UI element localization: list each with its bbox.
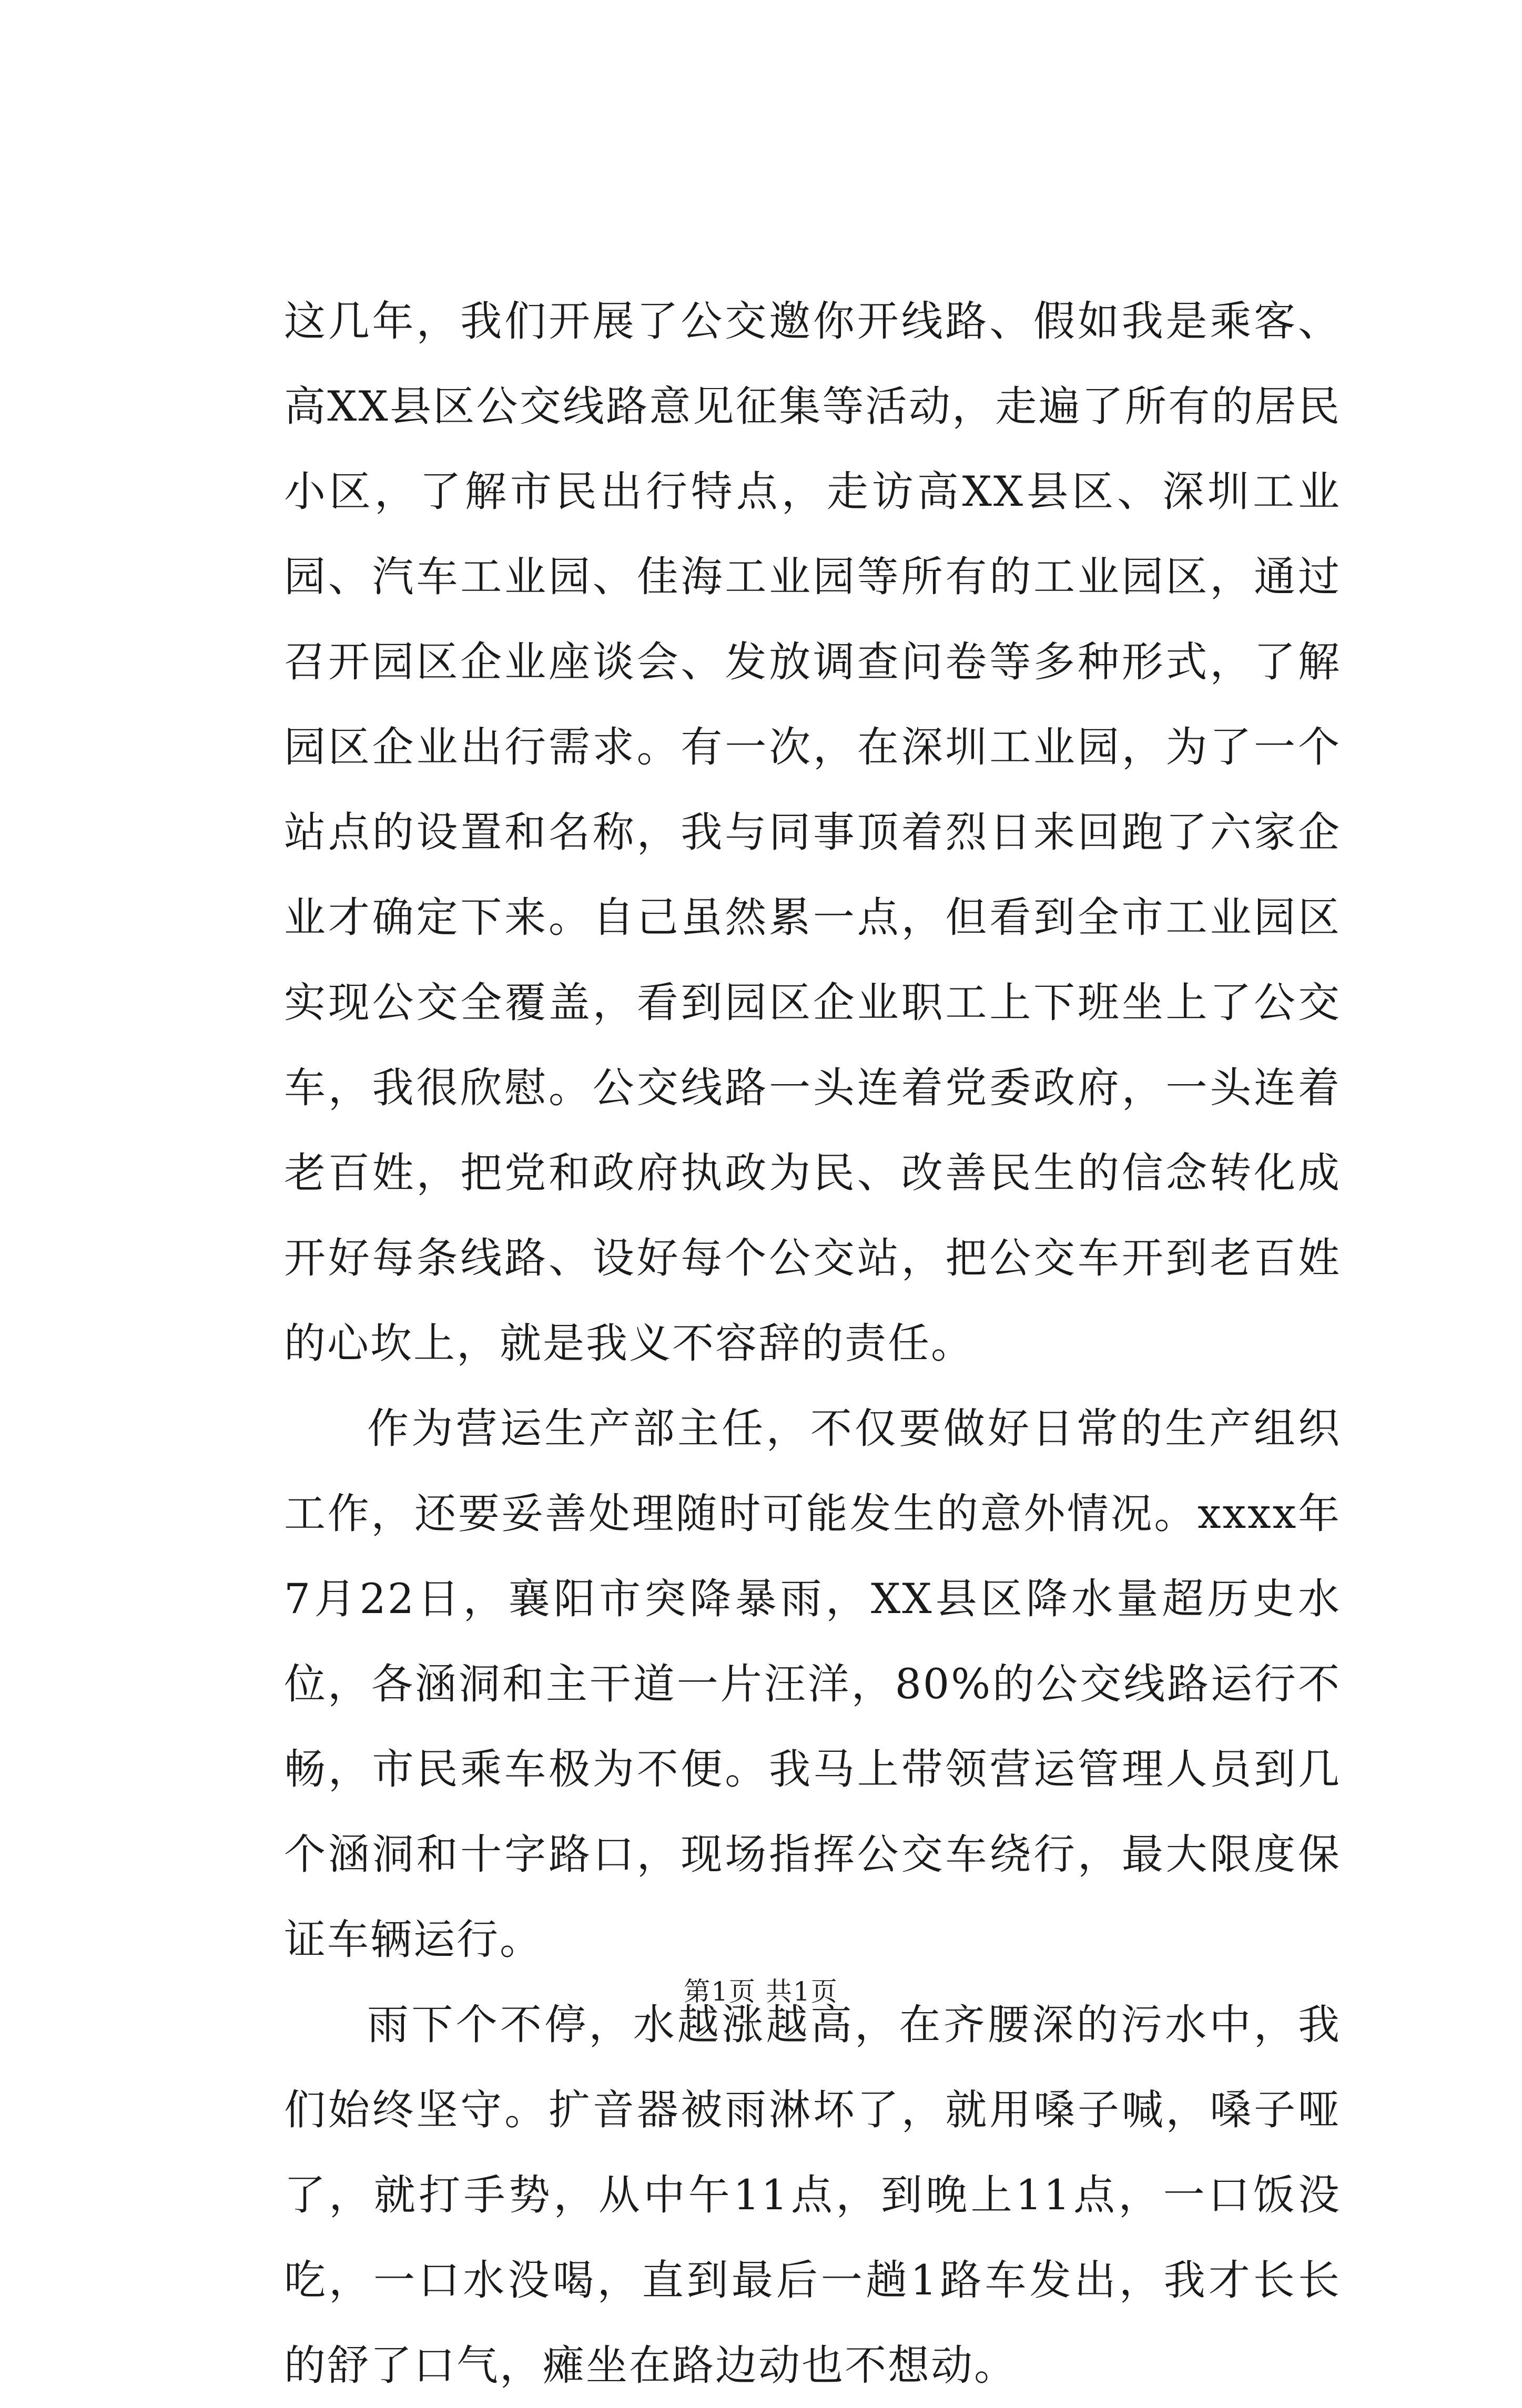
document-body xyxy=(284,279,1341,2408)
paragraph-1: 这几年，我们开展了公交邀你开线路、假如我是乘客、高XX县区公交线路意见征集等活动，走遍了所有的居民小区，了解市民出行特点，走访高XX县区、深圳工业园、汽车工业园、佳海工业园等所有的工业园区，通过召开园区企业座谈会、发放调查问卷等多种形式，了解园区企业出行需求。有一次，在深圳工业园，为了一个站点的设置和名称，我与同事顶着烈日来回跑了六家企业才确定下来。自己虽然累一点，但看到全市工业园区实现公交全覆盖，看到园区企业职工上下班坐上了公交车，我很欣慰。公交线路一头连着党委政府，一头连着老百姓，把党和政府执政为民、改善民生的信念转化成开好每条线路、设好每个公交站，把公交车开到老百姓的心坎上，就是我义不容辞的责任。 xyxy=(284,297,1341,1368)
page-footer: 第1页 共1页 xyxy=(684,1976,838,2007)
paragraph-3: 雨下个不停，水越涨越高，在齐腰深的污水中，我们始终坚守。扩音器被雨淋坏了，就用嗓子喊，嗓子哑了，就打手势，从中午11点，到晚上11点，一口饭没吃，一口水没喝，直到最后一趟1路车发出，我才长长的舒了口气，瘫坐在路边动也不想动。 xyxy=(284,2001,1341,2390)
paragraph-2: 作为营运生产部主任，不仅要做好日常的生产组织工作，还要妥善处理随时可能发生的意外情况。xxxx年7月22日，襄阳市突降暴雨，XX县区降水量超历史水位，各涵洞和主干道一片汪洋，80%的公交线路运行不畅，市民乘车极为不便。我马上带领营运管理人员到几个涵洞和十字路口，现场指挥公交车绕行，最大限度保证车辆运行。 xyxy=(284,1404,1341,1964)
